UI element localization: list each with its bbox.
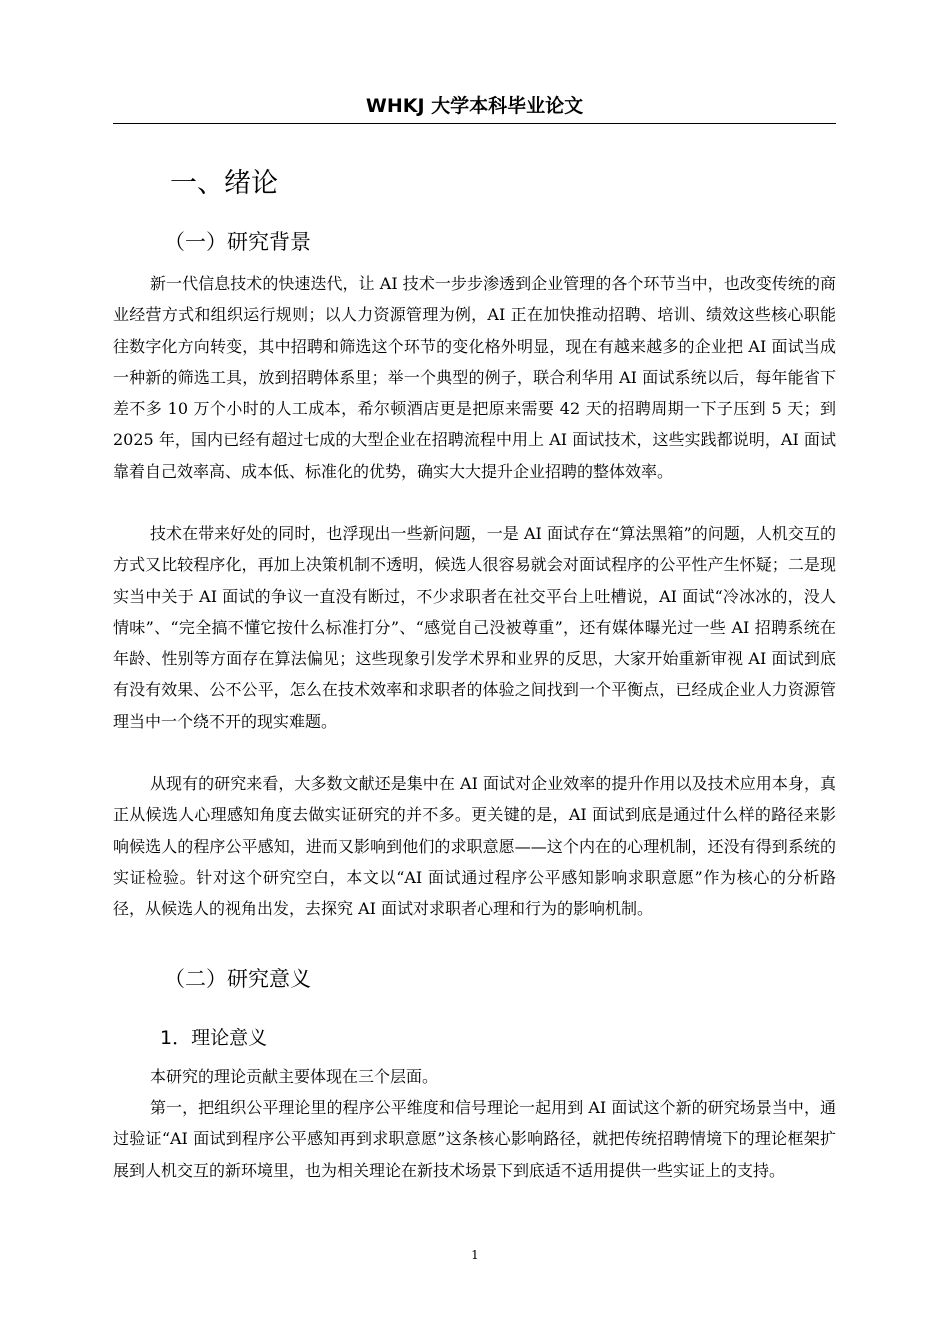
section-title-background: （一）研究背景 xyxy=(164,230,311,254)
paragraph: 本研究的理论贡献主要体现在三个层面。 xyxy=(150,1067,439,1086)
paragraph: 技术在带来好处的同时，也浮现出一些新问题，一是 AI 面试存在“算法黑箱”的问题，人机交互的方式又比较程序化，再加上决策机制不透明，候选人很容易就会对面试程序的公平性产生怀疑；二是现实当中关于 AI 面试的争议一直没有断过，不少求职者在社交平台上吐槽说，AI 面试“冷冰冰的，没人情味”、“完全搞不懂它按什么标准打分”、“感觉自己没被尊重”，还有媒体曝光过一些 AI 招聘系统在年龄、性别等方面存在算法偏见；这些现象引发学术界和业界的反思，大家开始重新审视 AI 面试到底有没有效果、公不公平，怎么在技术效率和求职者的体验之间找到一个平衡点，已经成企业人力资源管理当中一个绕不开的现实难题。 xyxy=(113,524,836,731)
page-header xyxy=(113,92,836,124)
section-title-significance: （二）研究意义 xyxy=(164,967,311,991)
header-title: WHKJ 大学本科毕业论文 xyxy=(365,95,584,117)
paragraph: 第一，把组织公平理论里的程序公平维度和信号理论一起用到 AI 面试这个新的研究场景当中，通过验证“AI 面试到程序公平感知再到求职意愿”这条核心影响路径，就把传统招聘情境下的理论框架扩展到人机交互的新环境里，也为相关理论在新技术场景下到底适不适用提供一些实证上的支持。 xyxy=(113,1098,836,1180)
page-number: 1 xyxy=(471,1248,479,1262)
chapter-title: 一、绪论 xyxy=(170,168,278,199)
subsection-title-theory: 1．理论意义 xyxy=(160,1027,268,1049)
paragraph: 新一代信息技术的快速迭代，让 AI 技术一步步渗透到企业管理的各个环节当中，也改变传统的商业经营方式和组织运行规则；以人力资源管理为例，AI 正在加快推动招聘、培训、绩效这些核心职能往数字化方向转变，其中招聘和筛选这个环节的变化格外明显，现在有越来越多的企业把 AI 面试当成一种新的筛选工具，放到招聘体系里；举一个典型的例子，联合利华用 AI 面试系统以后，每年能省下差不多 10 万个小时的人工成本，希尔顿酒店更是把原来需要 42 天的招聘周期一下子压到 5 天；到 2025 年，国内已经有超过七成的大型企业在招聘流程中用上 AI 面试技术，这些实践都说明，AI 面试靠着自己效率高、成本低、标准化的优势，确实大大提升企业招聘的整体效率。 xyxy=(113,274,836,481)
paragraph: 从现有的研究来看，大多数文献还是集中在 AI 面试对企业效率的提升作用以及技术应用本身，真正从候选人心理感知角度去做实证研究的并不多。更关键的是，AI 面试到底是通过什么样的路径来影响候选人的程序公平感知，进而又影响到他们的求职意愿——这个内在的心理机制，还没有得到系统的实证检验。针对这个研究空白，本文以“AI 面试通过程序公平感知影响求职意愿”作为核心的分析路径，从候选人的视角出发，去探究 AI 面试对求职者心理和行为的影响机制。 xyxy=(113,774,836,919)
